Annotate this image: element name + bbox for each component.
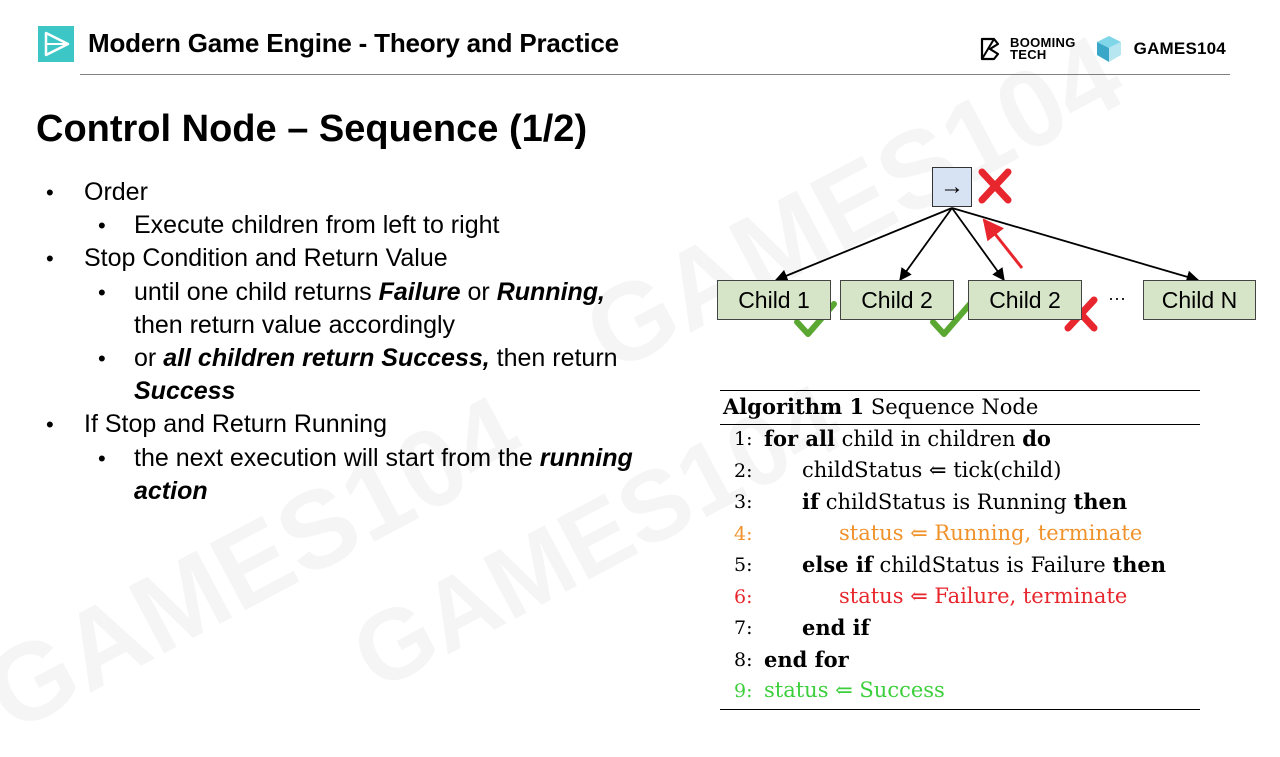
- text-fragment: until one child returns: [134, 278, 379, 306]
- text-fragment: the next execution will start from the: [134, 444, 540, 472]
- edge-child-n: [952, 208, 1198, 280]
- bullet-dot: •: [98, 213, 106, 238]
- bullet-next-execution: [134, 442, 633, 475]
- algorithm-line: [802, 489, 1127, 514]
- booming-text: BOOMING: [1010, 35, 1076, 50]
- sequence-root-node: →: [932, 167, 972, 207]
- line-number: 8:: [734, 649, 753, 671]
- emphasis-action: action: [134, 477, 208, 505]
- algorithm-heading: [723, 394, 1038, 419]
- algorithm-name: Sequence Node: [870, 395, 1039, 419]
- line-number: 1:: [734, 428, 753, 450]
- line-number: 3:: [734, 491, 753, 513]
- code-text: child in children: [834, 427, 1023, 451]
- algorithm-top-rule: [720, 390, 1200, 391]
- booming-tech-wordmark: [1010, 37, 1076, 61]
- emphasis-failure: Failure: [378, 278, 461, 306]
- edge-child-3: [952, 208, 1004, 280]
- edge-child-2: [900, 208, 952, 280]
- text-fragment: or: [460, 278, 497, 306]
- edge-child-1: [776, 208, 952, 280]
- emphasis-success: Success: [134, 377, 236, 405]
- bullet-if-stop: If Stop and Return Running: [84, 410, 387, 438]
- line-number: 5:: [734, 554, 753, 576]
- booming-tech-logo-icon: [980, 37, 1000, 61]
- tree-ellipsis: ···: [1108, 288, 1126, 308]
- bullet-order-detail: Execute children from left to right: [134, 211, 500, 239]
- failure-cross-icon: [982, 172, 1008, 200]
- bullet-dot: •: [46, 246, 54, 271]
- algorithm-label: Algorithm 1: [723, 394, 865, 419]
- algorithm-line: end for: [764, 647, 849, 672]
- bullet-until-failure-cont: then return value accordingly: [134, 311, 456, 339]
- text-fragment: or: [134, 344, 164, 372]
- line-number: 9:: [734, 680, 753, 702]
- bullet-stop-condition: Stop Condition and Return Value: [84, 244, 448, 272]
- tree-child-node: Child 2: [968, 280, 1082, 320]
- bullet-dot: •: [98, 346, 106, 371]
- keyword: then: [1112, 552, 1166, 577]
- watermark: [565, 10, 1143, 398]
- bullet-dot: •: [98, 280, 106, 305]
- header-divider: [80, 74, 1230, 75]
- bullet-all-success: [134, 342, 618, 375]
- games104-wordmark: GAMES104: [1133, 39, 1226, 58]
- bullet-until-failure: [134, 276, 605, 309]
- bullet-dot: •: [46, 180, 54, 205]
- algorithm-line: [802, 552, 1166, 577]
- slide-title: Control Node – Sequence (1/2): [36, 108, 588, 150]
- code-text: childStatus is Running: [819, 490, 1074, 514]
- keyword: for all: [764, 426, 835, 451]
- algorithm-line: end if: [802, 615, 870, 640]
- line-number: 4:: [734, 523, 753, 545]
- tree-child-node: Child 2: [840, 280, 954, 320]
- algorithm-bottom-rule: [720, 709, 1200, 710]
- algorithm-line: status ⇐ Failure, terminate: [839, 584, 1128, 608]
- algorithm-line: childStatus ⇐ tick(child): [802, 458, 1062, 482]
- course-title: Modern Game Engine - Theory and Practice: [88, 28, 619, 58]
- bullet-order: Order: [84, 178, 148, 206]
- brand-logos: [980, 34, 1226, 64]
- games104-cube-icon: [1094, 34, 1124, 64]
- return-arrow: [984, 220, 1022, 268]
- bullet-dot: •: [46, 412, 54, 437]
- line-number: 6:: [734, 586, 753, 608]
- emphasis-all-success: all children return Success,: [163, 344, 490, 372]
- line-number: 7:: [734, 617, 753, 639]
- emphasis-running: Running,: [496, 278, 606, 306]
- algorithm-mid-rule: [720, 424, 1200, 425]
- algorithm-line: [764, 426, 1051, 451]
- tree-child-node: Child N: [1143, 280, 1256, 320]
- keyword: if: [802, 489, 820, 514]
- tech-text: TECH: [1010, 47, 1047, 62]
- play-logo-icon: [38, 26, 74, 62]
- tree-child-node: Child 1: [717, 280, 831, 320]
- keyword: then: [1073, 489, 1128, 514]
- line-number: 2:: [734, 460, 753, 482]
- emphasis-running-action: running: [539, 444, 633, 472]
- bullet-dot: •: [98, 446, 106, 471]
- keyword: do: [1022, 426, 1051, 451]
- code-text: childStatus is Failure: [872, 553, 1113, 577]
- text-fragment: then return: [489, 344, 618, 372]
- algorithm-line: status ⇐ Success: [764, 678, 945, 702]
- algorithm-line: status ⇐ Running, terminate: [839, 521, 1143, 545]
- keyword: else if: [802, 552, 873, 577]
